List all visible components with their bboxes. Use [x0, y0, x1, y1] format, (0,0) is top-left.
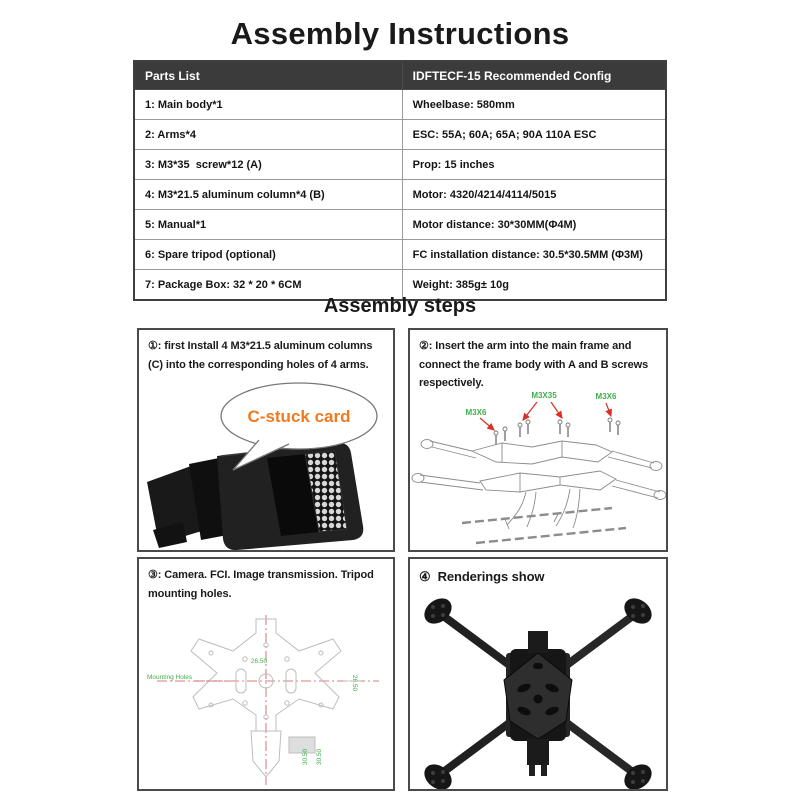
config-cell: Wheelbase: 580mm: [402, 90, 666, 120]
steps-heading: Assembly steps: [323, 295, 477, 317]
step1-panel: [137, 328, 395, 552]
table-row: [134, 210, 666, 240]
part-cell: 6: Spare tripod (optional): [134, 240, 402, 270]
config-cell: FC installation distance: 30.5*30.5MM (Φ3M): [402, 240, 666, 270]
red-arrows: [480, 402, 611, 430]
step1-photo: [139, 382, 393, 550]
parts-list-header: Parts List: [134, 61, 402, 90]
config-cell: Weight: 385g± 10g: [402, 270, 666, 301]
config-cell: ESC: 55A; 60A; 65A; 90A 110A ESC: [402, 120, 666, 150]
config-cell: Motor distance: 30*30MM(Φ4M): [402, 210, 666, 240]
screw-icons: [494, 418, 620, 445]
c-stuck-card-label: C-stuck card: [247, 407, 351, 426]
part-cell: 3: M3*35 screw*12 (A): [134, 150, 402, 180]
part-cell: 1: Main body*1: [134, 90, 402, 120]
part-cell: 5: Manual*1: [134, 210, 402, 240]
dim-30-50-bottom-b: 30.50: [316, 748, 323, 766]
step2-text: ②: Insert the arm into the main frame and connect the frame body with A and B screws respectively.: [419, 340, 652, 390]
config-cell: Motor: 4320/4214/4114/5015: [402, 180, 666, 210]
dim-26-50-right: 26.50: [351, 674, 358, 692]
frame-exploded-sketch: [412, 440, 666, 544]
table-row: [134, 180, 666, 210]
part-cell: 7: Package Box: 32 * 20 * 6CM: [134, 270, 402, 301]
step1-text: ①: first Install 4 M3*21.5 aluminum columns (C) into the corresponding holes of 4 arms.: [148, 340, 376, 371]
screw-label-m3x6-right: M3X6: [595, 392, 617, 401]
recommended-config-header: IDFTECF-15 Recommended Config: [402, 61, 666, 90]
page-title: Assembly Instructions: [230, 16, 570, 51]
dim-26-50-top: 26.50: [250, 658, 268, 665]
part-cell: 4: M3*21.5 aluminum column*4 (B): [134, 180, 402, 210]
step2-diagram: [410, 385, 666, 550]
mounting-holes-label: Mounting Holes: [147, 674, 193, 681]
table-row: [134, 240, 666, 270]
part-cell: 2: Arms*4: [134, 120, 402, 150]
screw-label-m3x6-left: M3X6: [465, 408, 487, 417]
step4-panel: [408, 557, 668, 791]
step4-render-photo: [410, 593, 666, 789]
screw-label-m3x35: M3X35: [531, 391, 557, 400]
table-row: [134, 90, 666, 120]
dim-30-50-bottom-a: 30.50: [302, 748, 309, 766]
step3-cad-drawing: [139, 611, 393, 789]
step4-heading: ④ Renderings show: [419, 569, 545, 584]
config-cell: Prop: 15 inches: [402, 150, 666, 180]
step3-text: ③: Camera. FCI. Image transmission. Tripod mounting holes.: [148, 569, 377, 600]
step3-panel: [137, 557, 395, 791]
assembled-frame-render: [419, 593, 656, 789]
table-row: [134, 150, 666, 180]
table-row: [134, 120, 666, 150]
parts-table: [133, 60, 667, 301]
table-header-row: [134, 61, 666, 90]
step2-panel: [408, 328, 668, 552]
